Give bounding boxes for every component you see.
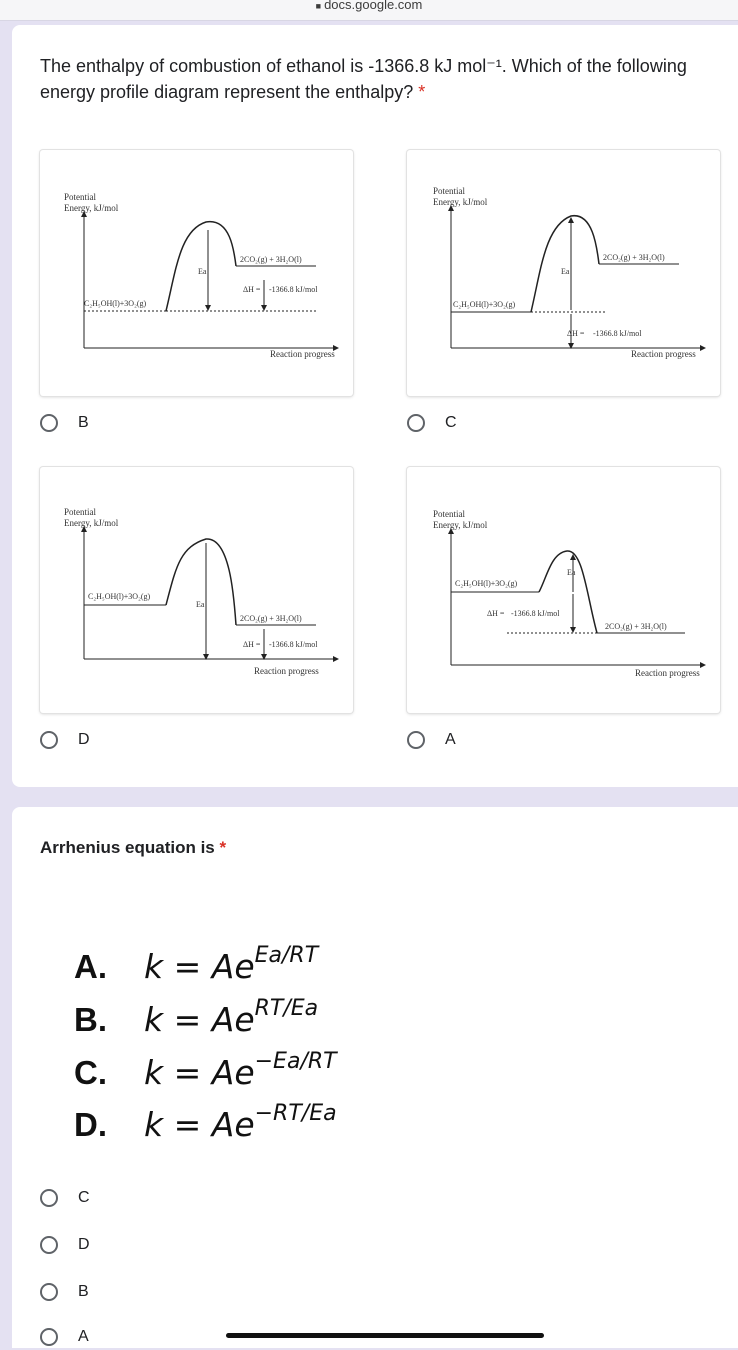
- equation-letter: C.: [74, 1054, 107, 1091]
- question-card-arrhenius: [12, 807, 738, 1348]
- equation-letter: B.: [74, 1001, 107, 1038]
- ea-label: Ea: [561, 267, 570, 276]
- y-axis-label: Energy, kJ/mol: [64, 203, 119, 213]
- reactants-label: C₂H₅OH(l)+3O₂(g): [88, 592, 151, 601]
- diagram-option-a: [407, 467, 720, 713]
- energy-profile-diagram: [407, 467, 720, 713]
- equation-a: [74, 939, 318, 987]
- radio-button[interactable]: [407, 414, 425, 432]
- equation-letter: A.: [74, 948, 107, 985]
- browser-url-bar[interactable]: [0, 0, 738, 21]
- option-label: D: [78, 1236, 90, 1253]
- option-label: C: [78, 1189, 90, 1206]
- question-text: Arrhenius equation is: [40, 838, 215, 857]
- equation-b: [74, 992, 318, 1040]
- energy-curve: [166, 539, 236, 625]
- y-axis-label: Potential: [433, 509, 465, 519]
- equation-exponent: RT/Ea: [254, 996, 319, 1021]
- equation-c: [74, 1045, 337, 1093]
- equation-letter: D.: [74, 1106, 107, 1143]
- y-axis-label: Potential: [64, 192, 96, 202]
- option-label: A: [78, 1328, 89, 1345]
- products-label: 2CO₂(g) + 3H₂O(l): [240, 614, 302, 623]
- diagram-option-c: [407, 150, 720, 396]
- equation-base: k = Ae: [144, 1000, 255, 1039]
- equation-base: k = Ae: [144, 947, 255, 986]
- question-title: [40, 53, 730, 105]
- lock-icon: ■: [315, 1, 322, 11]
- radio-option-a[interactable]: [40, 1324, 89, 1350]
- equation-exponent: Ea/RT: [254, 943, 319, 968]
- radio-button[interactable]: [40, 414, 58, 432]
- products-label: 2CO₂(g) + 3H₂O(l): [240, 255, 302, 264]
- dh-prefix: ΔH =: [567, 329, 585, 338]
- y-axis-label: Energy, kJ/mol: [433, 520, 488, 530]
- energy-profile-diagram: [407, 150, 720, 396]
- dh-value: -1366.8 kJ/mol: [511, 609, 560, 618]
- reactants-label: C₂H₅OH(l)+3O₂(g): [455, 579, 518, 588]
- energy-curve: [531, 216, 599, 312]
- ea-label: Ea: [198, 267, 207, 276]
- x-axis-label: Reaction progress: [270, 349, 335, 359]
- radio-option-b[interactable]: [40, 1279, 89, 1305]
- x-axis-label: Reaction progress: [254, 666, 319, 676]
- url-text: docs.google.com: [324, 0, 423, 12]
- option-label: B: [78, 414, 89, 431]
- equation-exponent: −RT/Ea: [254, 1101, 337, 1126]
- option-label: A: [445, 731, 456, 748]
- dh-prefix: ΔH =: [243, 285, 261, 294]
- radio-button[interactable]: [40, 1189, 58, 1207]
- radio-option-d[interactable]: [40, 1232, 90, 1258]
- y-axis-label: Energy, kJ/mol: [433, 197, 488, 207]
- x-axis-label: Reaction progress: [635, 668, 700, 678]
- radio-option-a[interactable]: [407, 727, 456, 753]
- dh-prefix: ΔH =: [243, 640, 261, 649]
- equation-d: [74, 1097, 337, 1145]
- question-card-enthalpy: [12, 25, 738, 787]
- products-label: 2CO₂(g) + 3H₂O(l): [603, 253, 665, 262]
- ea-label: Ea: [567, 568, 576, 577]
- radio-button[interactable]: [40, 1283, 58, 1301]
- required-asterisk: *: [418, 82, 426, 102]
- dh-value: -1366.8 kJ/mol: [269, 285, 318, 294]
- diagram-option-b: [40, 150, 353, 396]
- reactants-label: C₂H₅OH(l)+3O₂(g): [453, 300, 516, 309]
- radio-button[interactable]: [40, 1328, 58, 1346]
- question-text: The enthalpy of combustion of ethanol is -1366.8 kJ mol⁻¹. Which of the following energy profile diagram represent the enthalpy?: [40, 56, 687, 102]
- dh-prefix: ΔH =: [487, 609, 505, 618]
- option-label: D: [78, 731, 90, 748]
- energy-curve: [539, 551, 597, 633]
- dh-value: -1366.8 kJ/mol: [593, 329, 642, 338]
- diagram-option-d: [40, 467, 353, 713]
- energy-profile-diagram: [40, 467, 353, 713]
- equation-exponent: −Ea/RT: [254, 1049, 337, 1074]
- radio-button[interactable]: [40, 1236, 58, 1254]
- radio-button[interactable]: [407, 731, 425, 749]
- radio-option-b[interactable]: [40, 410, 89, 436]
- option-label: B: [78, 1283, 89, 1300]
- y-axis-label: Potential: [433, 186, 465, 196]
- radio-option-d[interactable]: [40, 727, 90, 753]
- equation-base: k = Ae: [144, 1105, 255, 1144]
- radio-button[interactable]: [40, 731, 58, 749]
- radio-option-c[interactable]: [40, 1185, 90, 1211]
- products-label: 2CO₂(g) + 3H₂O(l): [605, 622, 667, 631]
- home-indicator[interactable]: [226, 1333, 544, 1338]
- y-axis-label: Energy, kJ/mol: [64, 518, 119, 528]
- equation-base: k = Ae: [144, 1053, 255, 1092]
- radio-option-c[interactable]: [407, 410, 457, 436]
- x-axis-label: Reaction progress: [631, 349, 696, 359]
- question-title: [40, 835, 730, 861]
- required-asterisk: *: [219, 838, 227, 857]
- y-axis-label: Potential: [64, 507, 96, 517]
- energy-profile-diagram: [40, 150, 353, 396]
- dh-value: -1366.8 kJ/mol: [269, 640, 318, 649]
- reactants-label: C₂H₅OH(l)+3O₂(g): [84, 299, 147, 308]
- option-label: C: [445, 414, 457, 431]
- ea-label: Ea: [196, 600, 205, 609]
